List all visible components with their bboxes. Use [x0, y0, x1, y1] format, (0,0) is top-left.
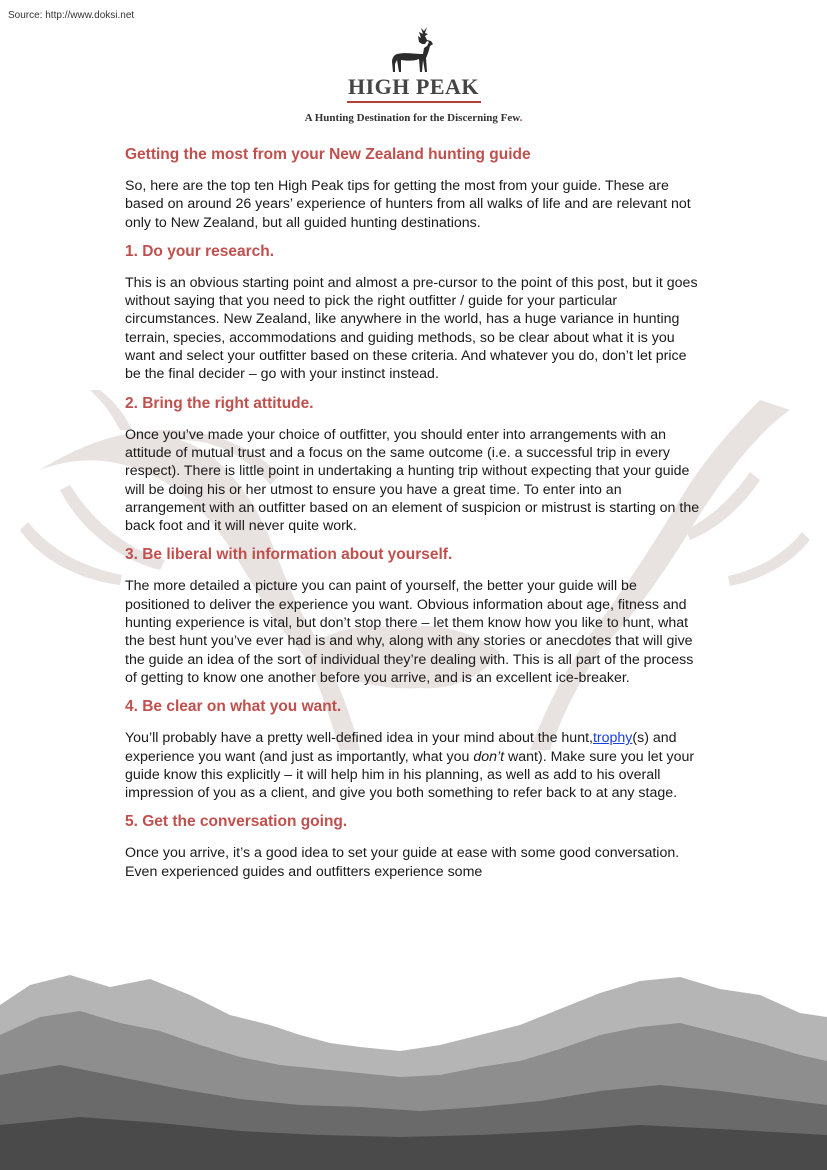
intro-paragraph: So, here are the top ten High Peak tips for getting the most from your guide. These are based on around 26 years’ experience of hunters from all walks of life and are relevant not only to New Zealand, but all guided hunting destinations.: [125, 178, 691, 231]
section-heading: 1. Do your research.: [125, 242, 275, 260]
emphasis-text: don’t: [473, 748, 505, 765]
tagline-dot: .: [519, 112, 523, 124]
section-heading: 4. Be clear on what you want.: [125, 698, 342, 716]
article: [125, 146, 705, 881]
section-body: Once you’ve made your choice of outfitter, you should enter into arrangements with an attitude of mutual trust and a focus on the same outcome (i.e. a successful trip in every respect). There is little point in undertaking a hunting trip without expecting that your guide will be doing his or her utmost to ensure you have a great time. To enter into an arrangement with an outfitter based on an element of suspicion or mistrust is starting on the back foot and it will never quite work.: [125, 426, 700, 535]
brand-name: HIGH PEAK: [347, 74, 479, 99]
section-heading: 5. Get the conversation going.: [125, 813, 348, 831]
brand-tagline: A Hunting Destination for the Discerning Few.: [304, 112, 523, 124]
section-body: This is an obvious starting point and almost a pre-cursor to the point of this post, but it goes without saying that you need to pick the right outfitter / guide for your particular circumstances. New Zealand, like anywhere in the world, has a huge variance in hunting terrain, species, accommodations and guiding methods, so be clear about what it is you want and select your outfitter based on these criteria. And whatever you do, don’t let price be the final decider – go with your instinct instead.: [125, 274, 698, 383]
section-body: You’ll probably have a pretty well-defined idea in your mind about the hunt,trophy(s) and experience you want (and just as importantly, what you don’t want). Make sure you let your guide know this explicitly – it will help him in his planning, as well as add to his overall impression of you as a client, and give you both something to refer back to at any stage.: [125, 730, 695, 802]
section-heading: 2. Bring the right attitude.: [125, 394, 314, 412]
stag-icon: [385, 24, 443, 74]
section-body: The more detailed a picture you can paint of yourself, the better your guide will be positioned to deliver the experience you want. Obvious information about age, fitness and hunting experience is vital, but don’t stop there – let them know how you like to hunt, what the best hunt you’ve ever had is and why, along with any stories or anecdotes that will give the guide an idea of the sort of individual they’re dealing with. This is all part of the process of getting to know one another before you arrive, and is an excellent ice-breaker.: [125, 578, 694, 686]
source-caption: Source: http://www.doksi.net: [8, 10, 135, 21]
high-peak-logo: [0, 24, 827, 124]
mountain-landscape: [0, 965, 827, 1170]
article-title: Getting the most from your New Zealand hunting guide: [125, 146, 531, 163]
trophy-link[interactable]: trophy: [592, 730, 633, 747]
section-heading: 3. Be liberal with information about yourself.: [125, 546, 453, 564]
section-body: Once you arrive, it’s a good idea to set your guide at ease with some good conversation. Even experienced guides and outfitters experience some: [125, 845, 680, 880]
brand-underline: [347, 101, 481, 103]
